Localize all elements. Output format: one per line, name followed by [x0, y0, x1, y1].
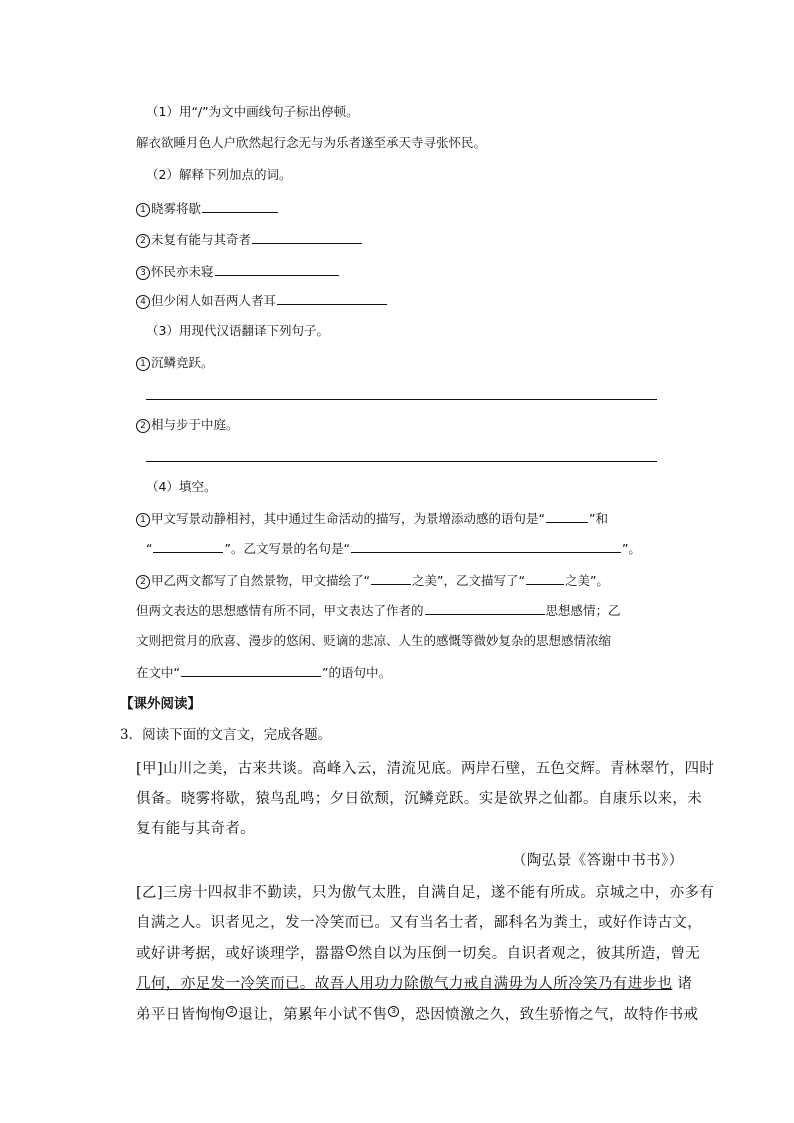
q2-item-3: [136, 262, 340, 281]
yi-text: 然自以为压倒一切矣。自识者观之，彼其所造，曾无: [357, 946, 701, 962]
q4-text: 在文中“: [136, 665, 180, 680]
q4-item1-line1: [136, 509, 608, 528]
answer-blank[interactable]: [277, 291, 387, 305]
answer-blank[interactable]: [546, 509, 588, 523]
q3-item-2: [136, 416, 239, 434]
yi-line-1: [乙]三房十四叔非不勤读，只为傲气太胜，自满自足，遂不能有所成。京城之中，亦多有: [136, 885, 715, 901]
footnote-marker: 1: [346, 945, 357, 956]
q4-item2-line1: [136, 571, 609, 590]
yi-line-5: [136, 1006, 698, 1024]
q4-item1-line2: [146, 539, 641, 558]
q4-prompt: （4）填空。: [146, 479, 217, 494]
circled-number: 2: [136, 575, 150, 589]
q2-prompt: （2）解释下列加点的词。: [146, 167, 292, 182]
answer-blank[interactable]: [351, 539, 621, 553]
q4-text: ”。乙文写景的名句是“: [224, 541, 350, 556]
yi-underlined-sentence: 几何，亦足发一冷笑而已。故吾人用功力除傲气力戒自满毋为人所冷笑乃有进步也: [136, 976, 673, 992]
answer-blank[interactable]: [526, 571, 564, 585]
yi-text: 或好讲考据，或好谈理学，嚣嚣: [136, 946, 345, 962]
q4-item2-line4: [136, 663, 391, 682]
jia-line-3: 复有能与其奇者。: [136, 821, 256, 837]
yi-line-2: 自满之人。识者见之，发一冷笑而已。又有当名士者，鄙科名为粪土，或好作诗古文，: [136, 915, 703, 931]
q2-item-text: 未复有能与其奇者: [151, 232, 252, 247]
circled-number: 2: [136, 419, 150, 433]
q1-sentence: 解衣欲睡月色人户欣然起行念无与为乐者遂至承天寺寻张怀民。: [136, 135, 487, 150]
answer-blank[interactable]: [215, 262, 339, 276]
q4-text: 甲乙两文都写了自然景物，甲文描绘了“: [151, 573, 370, 588]
q2-item-1: [136, 199, 279, 218]
q4-text: “: [146, 541, 153, 556]
circled-number: 4: [136, 295, 150, 309]
circled-number: 1: [136, 357, 150, 371]
q4-item2-line2: [136, 601, 621, 620]
circled-number: 1: [136, 513, 150, 527]
question-prompt: 阅读下面的文言文，完成各题。: [142, 727, 332, 743]
footnote-marker: 2: [226, 1006, 237, 1017]
answer-blank[interactable]: [425, 601, 545, 615]
circled-number: 2: [136, 234, 150, 248]
q2-item-4: [136, 291, 388, 310]
answer-blank[interactable]: [252, 230, 362, 244]
section-title: 【课外阅读】: [120, 696, 201, 712]
yi-text: ，恐因愤激之久，致生骄惰之气，故特作书戒: [400, 1007, 699, 1023]
translation-answer-line[interactable]: [146, 399, 657, 400]
q4-text: ”。: [621, 541, 641, 556]
q4-text: 但两文表达的思想感情有所不同，甲文表达了作者的: [136, 603, 424, 618]
jia-source: （陶弘景《答谢中书书》）: [512, 853, 684, 869]
answer-blank[interactable]: [202, 199, 278, 213]
q4-text: 思想感情；乙: [545, 603, 621, 618]
q1-prompt: （1）用“/”为文中画线句子标出停顿。: [146, 104, 359, 119]
q2-item-2: [136, 230, 363, 249]
circled-number: 3: [136, 266, 150, 280]
question-number: 3．: [120, 727, 143, 743]
footnote-marker: 3: [388, 1006, 399, 1017]
q4-text: 之美”。: [564, 573, 609, 588]
yi-text: 诸: [677, 976, 693, 992]
question-3-header: [120, 726, 331, 744]
answer-blank[interactable]: [371, 571, 411, 585]
translation-answer-line[interactable]: [146, 461, 657, 462]
yi-line-4: [136, 975, 692, 993]
q4-item2-line3: 文则把赏月的欣喜、漫步的悠闲、贬谪的悲凉、人生的感慨等微妙复杂的思想感情浓缩: [136, 633, 612, 648]
q4-text: 甲文写景动静相衬，其中通过生命活动的描写，为景增添动感的语句是“: [151, 511, 545, 526]
q4-text: 之美”，乙文描写了“: [411, 573, 525, 588]
q3-item-text: 沉鳞竞跃。: [151, 355, 214, 370]
q3-item-text: 相与步于中庭。: [151, 417, 239, 432]
answer-blank[interactable]: [181, 663, 321, 677]
q4-text: ”和: [588, 511, 608, 526]
jia-line-2: 俱备。晓雾将歇，猿鸟乱鸣；夕日欲颓，沉鳞竞跃。实是欲界之仙都。自康乐以来，未: [136, 791, 703, 807]
q4-text: ”的语句中。: [321, 665, 391, 680]
circled-number: 1: [136, 203, 150, 217]
q2-item-text: 但少闲人如吾两人者耳: [151, 293, 277, 308]
q2-item-text: 怀民亦未寝: [151, 264, 214, 279]
yi-line-3: [136, 945, 700, 963]
yi-text: 退让，第累年小试不售: [238, 1007, 388, 1023]
q3-item-1: [136, 354, 214, 372]
jia-line-1: [甲]山川之美，古来共谈。高峰入云，清流见底。两岸石壁，五色交辉。青林翠竹，四时: [136, 761, 715, 777]
q2-item-text: 晓雾将歇: [151, 201, 202, 216]
yi-text: 弟平日皆恂恂: [136, 1007, 226, 1023]
q3-prompt: （3）用现代汉语翻译下列句子。: [146, 323, 329, 338]
answer-blank[interactable]: [153, 539, 223, 553]
